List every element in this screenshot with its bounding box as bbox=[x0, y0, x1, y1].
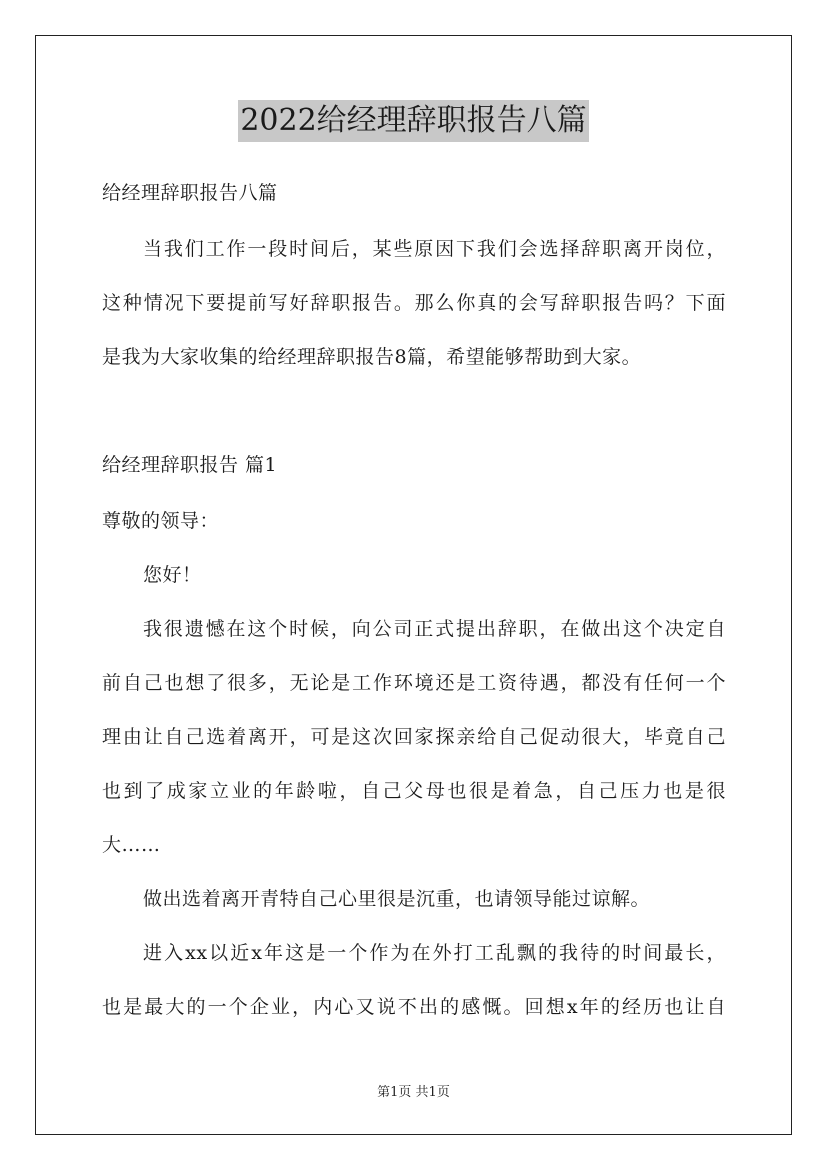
subtitle: 给经理辞职报告八篇 bbox=[102, 182, 278, 204]
para1-line-4: 也到了成家立业的年龄啦，自己父母也很是着急，自己压力也是很 bbox=[102, 780, 726, 802]
intro-line-2: 这种情况下要提前写好辞职报告。那么你真的会写辞职报告吗？下面 bbox=[102, 292, 726, 314]
salutation: 尊敬的领导： bbox=[102, 510, 220, 532]
greeting: 您好！ bbox=[143, 564, 202, 586]
para3-line-1: 进入xx以近x年这是一个作为在外打工乱飘的我待的时间最长， bbox=[143, 942, 726, 964]
page-footer: 第1页 共1页 bbox=[377, 1085, 450, 1100]
para1-line-2: 前自己也想了很多，无论是工作环境还是工资待遇，都没有任何一个 bbox=[102, 672, 726, 694]
intro-line-1: 当我们工作一段时间后，某些原因下我们会选择辞职离开岗位， bbox=[143, 238, 726, 260]
para3-line-2: 也是最大的一个企业，内心又说不出的感慨。回想x年的经历也让自 bbox=[102, 996, 726, 1018]
para1-line-1: 我很遗憾在这个时候，向公司正式提出辞职，在做出这个决定自 bbox=[143, 618, 726, 640]
document-title: 2022给经理辞职报告八篇 bbox=[238, 100, 588, 142]
section-heading: 给经理辞职报告 篇1 bbox=[102, 454, 278, 476]
para2: 做出选着离开青特自己心里很是沉重，也请领导能过谅解。 bbox=[143, 888, 651, 910]
title-container bbox=[0, 100, 827, 142]
para1-line-5: 大…… bbox=[102, 834, 161, 856]
intro-line-3: 是我为大家收集的给经理辞职报告8篇，希望能够帮助到大家。 bbox=[102, 346, 642, 368]
para1-line-3: 理由让自己选着离开，可是这次回家探亲给自己促动很大，毕竟自己 bbox=[102, 726, 726, 748]
